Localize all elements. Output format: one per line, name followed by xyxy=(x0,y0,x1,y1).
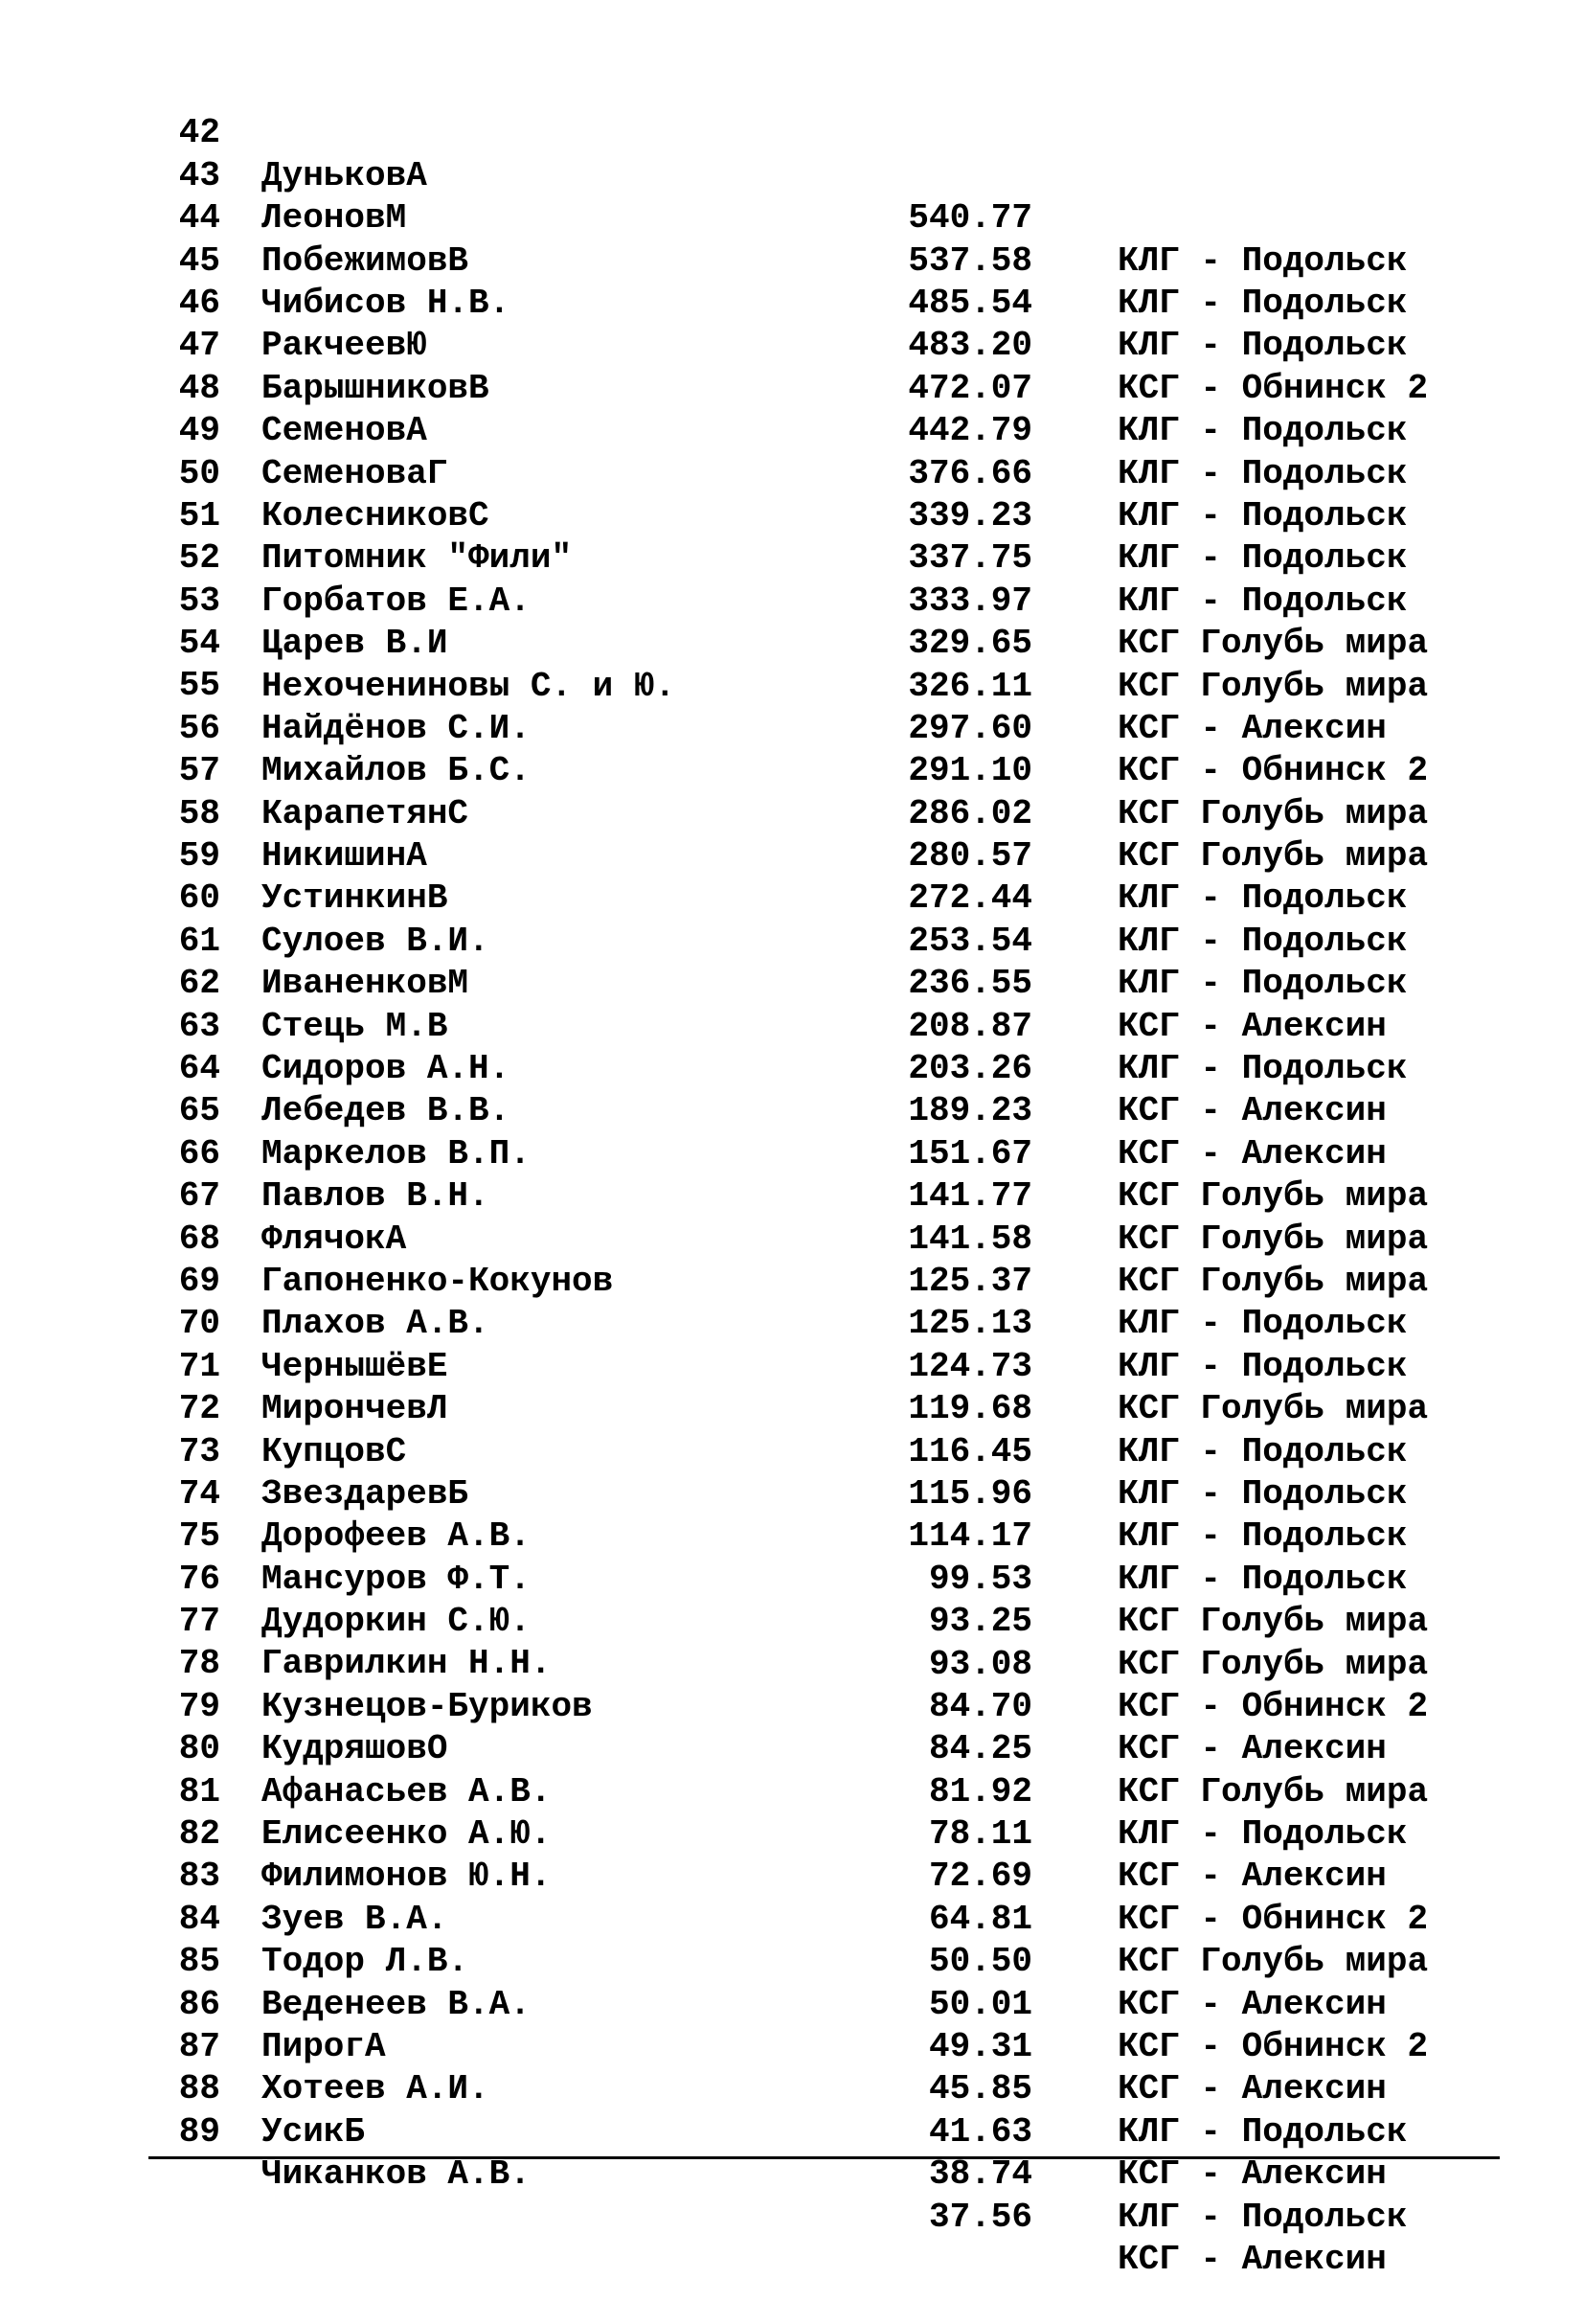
competitor-name-cell: Павлов В.Н. xyxy=(261,1176,489,1217)
competitor-name-cell: Найдёнов С.И. xyxy=(261,708,531,748)
competitor-name-cell: Дудоркин С.Ю. xyxy=(261,1602,531,1642)
score-cell: 329.65 xyxy=(908,624,1032,664)
competitor-name-cell: Нехочениновы С. и Ю. xyxy=(261,666,676,706)
club-cell: КСГ - Алексин xyxy=(1118,1984,1387,2024)
rank-cell: 64 xyxy=(178,1049,220,1088)
rank-cell: 83 xyxy=(178,1857,220,1897)
competitor-name-cell: ФлячокА xyxy=(261,1219,407,1259)
score-cell: 272.44 xyxy=(908,878,1032,919)
competitor-name-cell: Стець М.В xyxy=(261,1006,448,1046)
score-cell: 141.77 xyxy=(908,1176,1032,1217)
club-cell: КЛГ - Подольск xyxy=(1118,326,1408,366)
rank-cell: 84 xyxy=(178,1899,220,1939)
competitor-name-cell: НикишинА xyxy=(261,836,427,877)
club-cell: КЛГ - Подольск xyxy=(1118,2111,1408,2152)
competitor-name-cell: Плахов А.В. xyxy=(261,1304,489,1344)
competitor-name-cell: Дорофеев А.В. xyxy=(261,1516,531,1557)
club-cell: КЛГ - Подольск xyxy=(1118,581,1408,621)
competitor-name-cell: Царев В.И xyxy=(261,624,448,664)
rank-cell: 58 xyxy=(178,793,220,833)
club-cell: КСГ - Алексин xyxy=(1118,708,1387,748)
rank-cell: 45 xyxy=(178,240,220,281)
rank-cell: 54 xyxy=(178,624,220,664)
score-cell: 540.77 xyxy=(908,198,1032,239)
score-cell: 37.56 xyxy=(928,2197,1032,2237)
competitor-name-cell: ПобежимовВ xyxy=(261,240,469,281)
results-list xyxy=(0,70,1584,2279)
rank-cell: 76 xyxy=(178,1559,220,1599)
competitor-name-cell: ПирогА xyxy=(261,2027,386,2066)
competitor-name-cell: Веденеев В.А. xyxy=(261,1984,531,2024)
rank-cell: 81 xyxy=(178,1771,220,1811)
score-cell: 291.10 xyxy=(908,751,1032,791)
club-cell: КЛГ - Подольск xyxy=(1118,1431,1408,1471)
club-cell: КСГ - Алексин xyxy=(1118,1857,1387,1897)
rank-cell: 50 xyxy=(178,453,220,493)
score-cell: 125.13 xyxy=(908,1304,1032,1344)
club-cell: КСГ Голубь мира xyxy=(1118,1771,1429,1811)
rank-cell: 62 xyxy=(178,964,220,1004)
score-cell: 337.75 xyxy=(908,538,1032,579)
club-cell: КСГ - Обнинск 2 xyxy=(1118,751,1429,791)
competitor-name-cell: Гаврилкин Н.Н. xyxy=(261,1644,552,1684)
score-cell: 203.26 xyxy=(908,1049,1032,1089)
rank-cell: 42 xyxy=(178,113,220,153)
score-cell: 376.66 xyxy=(908,453,1032,493)
club-cell: КСГ - Алексин xyxy=(1118,2069,1387,2109)
rank-cell: 47 xyxy=(178,326,220,366)
score-cell: 333.97 xyxy=(908,581,1032,621)
score-cell: 339.23 xyxy=(908,495,1032,535)
score-cell: 114.17 xyxy=(908,1516,1032,1557)
club-cell: КСГ - Алексин xyxy=(1118,1133,1387,1173)
score-cell: 93.08 xyxy=(928,1644,1032,1684)
rank-cell: 69 xyxy=(178,1261,220,1301)
club-cell: КЛГ - Подольск xyxy=(1118,1814,1408,1855)
score-cell: 38.74 xyxy=(928,2154,1032,2195)
competitor-name-cell: Кузнецов-Буриков xyxy=(261,1686,593,1726)
competitor-name-cell: ДуньковА xyxy=(261,155,427,195)
competitor-name-cell: Мансуров Ф.Т. xyxy=(261,1559,531,1599)
club-cell: КЛГ - Подольск xyxy=(1118,1559,1408,1599)
score-cell: 286.02 xyxy=(908,793,1032,833)
score-cell: 45.85 xyxy=(928,2069,1032,2109)
rank-cell: 80 xyxy=(178,1729,220,1769)
score-cell: 99.53 xyxy=(928,1559,1032,1599)
club-cell: КЛГ - Подольск xyxy=(1118,1346,1408,1386)
club-cell: КСГ - Алексин xyxy=(1118,1729,1387,1769)
competitor-name-cell: УстинкинВ xyxy=(261,878,448,919)
rank-cell: 52 xyxy=(178,538,220,579)
club-cell: КЛГ - Подольск xyxy=(1118,1049,1408,1089)
club-cell: КЛГ - Подольск xyxy=(1118,284,1408,324)
club-cell: КСГ - Алексин xyxy=(1118,2154,1387,2195)
rank-cell: 49 xyxy=(178,411,220,451)
rank-cell: 59 xyxy=(178,836,220,877)
rank-cell: 68 xyxy=(178,1219,220,1259)
club-cell: КСГ - Алексин xyxy=(1118,1091,1387,1131)
score-cell: 537.58 xyxy=(908,240,1032,281)
rank-cell: 53 xyxy=(178,581,220,621)
competitor-name-cell: КарапетянС xyxy=(261,793,469,833)
club-cell: КСГ - Алексин xyxy=(1118,2239,1387,2279)
score-cell: 41.63 xyxy=(928,2111,1032,2152)
competitor-name-cell: Тодор Л.В. xyxy=(261,1942,469,1982)
rank-cell: 82 xyxy=(178,1814,220,1855)
rank-cell: 73 xyxy=(178,1431,220,1471)
competitor-name-cell: Сидоров А.Н. xyxy=(261,1049,510,1089)
score-cell: 64.81 xyxy=(928,1899,1032,1939)
club-cell: КСГ Голубь мира xyxy=(1118,1644,1429,1684)
competitor-name-cell: Чибисов Н.В. xyxy=(261,283,510,323)
rank-cell: 78 xyxy=(178,1644,220,1684)
score-cell: 253.54 xyxy=(908,921,1032,961)
rank-cell: 87 xyxy=(178,2026,220,2066)
club-cell: КСГ Голубь мира xyxy=(1118,624,1429,664)
competitor-name-cell: БарышниковВ xyxy=(261,368,489,408)
competitor-name-cell: УсикБ xyxy=(261,2111,366,2152)
competitor-name-cell: Елисеенко А.Ю. xyxy=(261,1814,552,1855)
competitor-name-cell: Маркелов В.П. xyxy=(261,1133,531,1173)
competitor-name-cell: Афанасьев А.В. xyxy=(261,1771,552,1811)
club-cell: КСГ Голубь мира xyxy=(1118,1262,1429,1301)
club-cell: КЛГ - Подольск xyxy=(1118,964,1408,1004)
competitor-name-cell: СеменовА xyxy=(261,411,427,451)
club-cell: КЛГ - Подольск xyxy=(1118,240,1408,281)
competitor-name-cell: МирончевЛ xyxy=(261,1389,448,1429)
score-cell: 84.25 xyxy=(928,1729,1032,1769)
competitor-name-cell: Питомник "Фили" xyxy=(261,538,573,579)
score-cell: 326.11 xyxy=(908,666,1032,706)
score-cell: 236.55 xyxy=(908,964,1032,1004)
club-cell: КЛГ - Подольск xyxy=(1118,1516,1408,1557)
club-cell: КСГ - Алексин xyxy=(1118,1006,1387,1046)
club-cell: КЛГ - Подольск xyxy=(1118,411,1408,451)
competitor-name-cell: Гапоненко-Кокунов xyxy=(261,1261,614,1301)
rank-cell: 74 xyxy=(178,1473,220,1514)
score-cell: 141.58 xyxy=(908,1219,1032,1259)
competitor-name-cell: ЧернышёвЕ xyxy=(261,1346,448,1386)
score-cell: 78.11 xyxy=(928,1814,1032,1855)
rank-cell: 44 xyxy=(178,198,220,239)
club-cell: КСГ Голубь мира xyxy=(1118,1389,1429,1429)
rank-cell: 71 xyxy=(178,1346,220,1386)
club-cell: КЛГ - Подольск xyxy=(1118,453,1408,493)
club-cell: КСГ - Обнинск 2 xyxy=(1118,368,1429,408)
competitor-name-cell: КупцовС xyxy=(261,1431,407,1471)
club-cell: КЛГ - Подольск xyxy=(1118,2197,1408,2237)
score-cell: 49.31 xyxy=(928,2027,1032,2067)
competitor-name-cell: Зуев В.А. xyxy=(261,1899,448,1939)
competitor-name-cell: Лебедев В.В. xyxy=(261,1091,510,1131)
rank-cell: 56 xyxy=(178,708,220,748)
score-cell: 442.79 xyxy=(908,411,1032,451)
rank-cell: 77 xyxy=(178,1602,220,1642)
club-cell: КСГ - Обнинск 2 xyxy=(1118,2027,1429,2067)
score-cell: 84.70 xyxy=(928,1686,1032,1726)
rank-cell: 46 xyxy=(178,283,220,323)
score-cell: 189.23 xyxy=(908,1091,1032,1131)
club-cell: КСГ Голубь мира xyxy=(1118,1176,1429,1217)
score-cell: 116.45 xyxy=(908,1431,1032,1471)
score-cell: 93.25 xyxy=(928,1602,1032,1642)
rank-cell: 86 xyxy=(178,1984,220,2024)
rank-cell: 55 xyxy=(178,666,220,706)
score-cell: 115.96 xyxy=(908,1473,1032,1514)
club-cell: КЛГ - Подольск xyxy=(1118,921,1408,961)
club-cell: КЛГ - Подольск xyxy=(1118,1304,1408,1344)
competitor-name-cell: ЛеоновМ xyxy=(261,198,407,239)
competitor-name-cell: СеменоваГ xyxy=(261,453,448,493)
score-cell: 483.20 xyxy=(908,326,1032,366)
competitor-name-cell: РакчеевЮ xyxy=(261,326,427,366)
score-cell: 81.92 xyxy=(928,1771,1032,1811)
club-cell: КЛГ - Подольск xyxy=(1118,878,1408,919)
competitor-name-cell: ЗвездаревБ xyxy=(261,1473,469,1514)
club-cell: КСГ Голубь мира xyxy=(1118,836,1429,877)
rank-cell: 67 xyxy=(178,1176,220,1217)
rank-cell: 79 xyxy=(178,1686,220,1726)
competitor-name-cell: КолесниковС xyxy=(261,495,489,535)
rank-cell: 89 xyxy=(178,2111,220,2152)
club-cell: КСГ - Обнинск 2 xyxy=(1118,1899,1429,1939)
rank-cell: 65 xyxy=(178,1091,220,1131)
club-cell: КСГ Голубь мира xyxy=(1118,666,1429,706)
rank-cell: 66 xyxy=(178,1133,220,1173)
score-cell: 208.87 xyxy=(908,1006,1032,1046)
competitor-name-cell: Горбатов Е.А. xyxy=(261,581,531,621)
score-cell: 50.01 xyxy=(928,1984,1032,2024)
score-cell: 125.37 xyxy=(908,1261,1032,1301)
score-cell: 280.57 xyxy=(908,836,1032,877)
rank-cell: 70 xyxy=(178,1304,220,1344)
rank-cell: 63 xyxy=(178,1006,220,1046)
score-cell: 119.68 xyxy=(908,1389,1032,1429)
rank-cell: 72 xyxy=(178,1389,220,1429)
rank-cell: 43 xyxy=(178,155,220,195)
competitor-name-cell: Сулоев В.И. xyxy=(261,921,489,961)
competitor-name-cell: Михайлов Б.С. xyxy=(261,751,531,791)
club-cell: КСГ Голубь мира xyxy=(1118,793,1429,833)
club-cell: КЛГ - Подольск xyxy=(1118,538,1408,579)
competitor-name-cell: Филимонов Ю.Н. xyxy=(261,1857,552,1897)
rank-cell: 61 xyxy=(178,921,220,961)
footer-divider xyxy=(148,2156,1500,2159)
score-cell: 50.50 xyxy=(928,1942,1032,1982)
club-cell: КСГ - Обнинск 2 xyxy=(1118,1686,1429,1726)
club-cell: КСГ Голубь мира xyxy=(1118,1219,1429,1259)
club-cell: КЛГ - Подольск xyxy=(1118,495,1408,535)
club-cell: КСГ Голубь мира xyxy=(1118,1602,1429,1642)
competitor-name-cell: ИваненковМ xyxy=(261,964,469,1004)
rank-cell: 57 xyxy=(178,751,220,791)
club-cell: КСГ Голубь мира xyxy=(1118,1942,1429,1982)
competitor-name-cell: Чиканков А.В. xyxy=(261,2154,531,2195)
rank-cell: 85 xyxy=(178,1942,220,1982)
rank-cell: 60 xyxy=(178,878,220,919)
score-cell: 485.54 xyxy=(908,284,1032,323)
rank-cell: 48 xyxy=(178,368,220,408)
rank-cell: 88 xyxy=(178,2069,220,2109)
rank-cell: 75 xyxy=(178,1516,220,1557)
score-cell: 472.07 xyxy=(908,368,1032,408)
competitor-name-cell: Хотеев А.И. xyxy=(261,2069,489,2109)
score-cell: 124.73 xyxy=(908,1346,1032,1386)
rank-cell: 51 xyxy=(178,495,220,535)
score-cell: 151.67 xyxy=(908,1133,1032,1173)
score-cell: 72.69 xyxy=(928,1857,1032,1897)
score-cell: 297.60 xyxy=(908,708,1032,748)
competitor-name-cell: КудряшовО xyxy=(261,1729,448,1769)
club-cell: КЛГ - Подольск xyxy=(1118,1473,1408,1514)
